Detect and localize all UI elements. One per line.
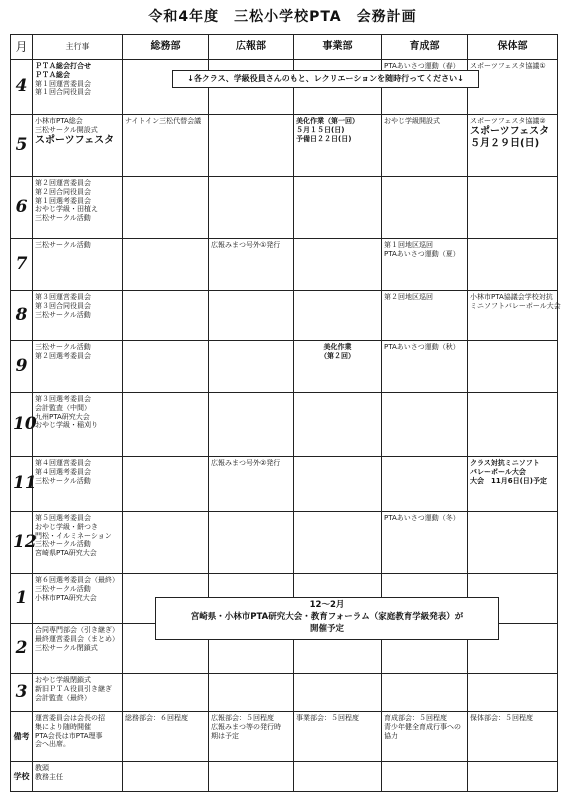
- month-row: [11, 115, 558, 177]
- month-row: [11, 177, 558, 239]
- cell-line: 第１回選考委員会: [35, 196, 91, 205]
- cell-line: ５月２９日(日): [470, 138, 540, 150]
- cell-line: 広報みまつ等の発行時: [211, 722, 281, 731]
- cell-line: 第２回地区巡回: [384, 293, 433, 301]
- cell-line: 三松サークル活動: [35, 584, 91, 593]
- plan-table: [10, 34, 561, 792]
- month-number: 8: [11, 291, 33, 341]
- ikusei-cell: [382, 177, 468, 239]
- jigyou-cell: [294, 674, 382, 712]
- cell-line: 期は予定: [211, 731, 239, 740]
- month-number: 12: [11, 512, 33, 574]
- cell-line: 第６回選考委員会（最終）: [35, 576, 119, 584]
- cell-line: 予備日２２日(日): [296, 134, 352, 143]
- soumu-cell: [123, 291, 209, 341]
- month-row: [11, 512, 558, 574]
- header-row: [11, 35, 558, 60]
- kouhou-cell: [209, 177, 294, 239]
- conference-banner: [155, 597, 499, 640]
- school-empty-cell: [468, 762, 558, 792]
- month-row: [11, 341, 558, 393]
- remarks-row: [11, 712, 558, 762]
- jigyou-cell: [294, 393, 382, 457]
- main-cell: [33, 239, 123, 291]
- cell-line: 三松サークル活動: [35, 343, 91, 351]
- conference-banner-line: 12～2月: [309, 600, 345, 610]
- school-empty-cell: [123, 762, 209, 792]
- remarks-ikusei-cell: [382, 712, 468, 762]
- main-cell: [33, 457, 123, 512]
- conference-banner-line: 宮崎県・小林市PTA研究大会・教育フォーラム（家庭教育学級発表）が: [190, 612, 464, 622]
- kouhou-header: 広報部: [209, 35, 294, 60]
- cell-line: 三松サークル活動: [35, 476, 91, 485]
- cell-line: 運営委員会は会長の招: [35, 714, 105, 722]
- cell-line: 大会 11月6日(日)予定: [470, 476, 548, 485]
- soumu-cell: [123, 177, 209, 239]
- main-cell: [33, 674, 123, 712]
- cell-line: 小林市PTA研究大会: [35, 593, 97, 602]
- hotai-cell: [468, 177, 558, 239]
- main-cell: [33, 60, 123, 115]
- jigyou-cell: [294, 115, 382, 177]
- kouhou-cell: [209, 341, 294, 393]
- month-number: 10: [11, 393, 33, 457]
- soumu-cell: [123, 115, 209, 177]
- month-number: 11: [11, 457, 33, 512]
- jigyou-cell: [294, 177, 382, 239]
- soumu-cell: [123, 239, 209, 291]
- school-label: 学校: [11, 762, 33, 792]
- cell-line: 会へ出席。: [35, 740, 70, 749]
- month-row: [11, 674, 558, 712]
- cell-line: 第２回運営委員会: [35, 179, 91, 187]
- kouhou-cell: [209, 512, 294, 574]
- hotai-cell: [468, 674, 558, 712]
- cell-line: スポーツフェスタ: [35, 134, 115, 146]
- remarks-label: 備考: [11, 712, 33, 762]
- cell-line: PTA会長は市PTA理事: [35, 731, 103, 740]
- cell-line: ナイトイン三松代替会議: [125, 117, 202, 125]
- hotai-cell: [468, 291, 561, 341]
- cell-line: PTAあいさつ運動（冬）: [384, 514, 460, 522]
- ikusei-cell: [382, 393, 468, 457]
- hotai-header: 保体部: [468, 35, 558, 60]
- main-cell: [33, 624, 123, 674]
- cell-line: 第３回運営委員会: [35, 293, 91, 301]
- school-empty-cell: [294, 762, 382, 792]
- month-number: 9: [11, 341, 33, 393]
- cell-line: 第１回運営委員会: [35, 79, 91, 88]
- main-header: 主行事: [33, 35, 123, 60]
- main-cell: [33, 291, 123, 341]
- cell-line: 広報部会：５回程度: [211, 714, 274, 722]
- cell-line: スポーツフェスタ: [470, 125, 550, 137]
- cell-line: バレーボール大会: [470, 467, 526, 476]
- main-cell: [33, 393, 123, 457]
- cell-line: 第４回運営委員会: [35, 459, 91, 467]
- month-number: 5: [11, 115, 33, 177]
- cell-line: 第３回合同役員会: [35, 301, 91, 310]
- cell-line: 教頭: [35, 764, 49, 772]
- remarks-kouhou-cell: [209, 712, 294, 762]
- jigyou-cell: [294, 341, 382, 393]
- cell-line: 第１回合同役員会: [35, 88, 91, 97]
- cell-line: 小林市PTA総会: [35, 117, 83, 125]
- cell-line: 三松サークル活動: [35, 540, 91, 549]
- month-row: [11, 393, 558, 457]
- cell-line: 三松サークル閉鎖式: [35, 643, 98, 652]
- month-row: [11, 239, 558, 291]
- ikusei-header: 育成部: [382, 35, 468, 60]
- cell-line: 協力: [384, 731, 398, 740]
- cell-line: 青少年健全育成行事への: [384, 722, 461, 731]
- month-number: 1: [11, 574, 33, 624]
- cell-line: クラス対抗ミニソフト: [470, 459, 540, 467]
- cell-line: PTAあいさつ運動（夏）: [384, 249, 460, 258]
- soumu-cell: [123, 341, 209, 393]
- cell-line: 広報みまつ号外②発行: [211, 459, 281, 467]
- cell-line: 門松・イルミネーション: [35, 531, 112, 540]
- cell-line: 保体部会：５回程度: [470, 714, 533, 722]
- cell-line: 九州PTA研究大会: [35, 412, 90, 421]
- month-header: 月: [11, 35, 33, 60]
- school-empty-cell: [209, 762, 294, 792]
- remarks-main-cell: [33, 712, 123, 762]
- cell-line: 宮崎県PTA研究大会: [35, 549, 97, 557]
- cell-line: 三松サークル活動: [35, 241, 91, 249]
- main-cell: [33, 177, 123, 239]
- cell-line: 三松サークル活動: [35, 214, 91, 222]
- kouhou-cell: [209, 239, 294, 291]
- soumu-header: 総務部: [123, 35, 209, 60]
- cell-line: 会計監査（中間）: [35, 403, 91, 412]
- cell-line: おやじ学級閉鎖式: [35, 676, 91, 684]
- recreation-banner: ↓各クラス、学級役員さんのもと、レクリエーションを随時行ってください↓: [172, 70, 479, 88]
- jigyou-header: 事業部: [294, 35, 382, 60]
- kouhou-cell: [209, 291, 294, 341]
- ikusei-cell: [382, 674, 468, 712]
- cell-line: 三松サークル開設式: [35, 125, 98, 134]
- soumu-cell: [123, 674, 209, 712]
- cell-line: PTAあいさつ運動（秋）: [384, 343, 460, 351]
- cell-line: 事業部会：５回程度: [296, 714, 359, 722]
- cell-line: 第２回選考委員会: [35, 351, 91, 360]
- conference-banner-line: 開催予定: [309, 624, 344, 634]
- hotai-cell: [468, 60, 558, 115]
- cell-line: PTAあいさつ運動（春）: [384, 62, 460, 70]
- kouhou-cell: [209, 115, 294, 177]
- ikusei-cell: [382, 291, 468, 341]
- cell-line: 第５回選考委員会: [35, 514, 91, 522]
- cell-line: ミニソフトバレーボール大会: [470, 301, 561, 310]
- jigyou-cell: [294, 291, 382, 341]
- ikusei-cell: [382, 239, 468, 291]
- main-cell: [33, 574, 123, 624]
- jigyou-cell: [294, 457, 382, 512]
- month-number: 6: [11, 177, 33, 239]
- cell-line: おやじ学級開設式: [384, 117, 440, 125]
- jigyou-cell: [294, 239, 382, 291]
- soumu-cell: [123, 512, 209, 574]
- ikusei-cell: [382, 457, 468, 512]
- month-number: 4: [11, 60, 33, 115]
- cell-line: スポーツフェスタ協議②: [470, 117, 546, 125]
- hotai-cell: [468, 393, 558, 457]
- page-title: 令和4年度 三松小学校PTA 会務計画: [148, 9, 417, 25]
- soumu-cell: [123, 457, 209, 512]
- school-main-cell: [33, 762, 123, 792]
- main-cell: [33, 341, 123, 393]
- cell-line: おやじ学級・餅つき: [35, 522, 98, 531]
- cell-line: 最終運営委員会（まとめ）: [35, 634, 119, 643]
- main-cell: [33, 115, 123, 177]
- main-cell: [33, 512, 123, 574]
- kouhou-cell: [209, 393, 294, 457]
- month-number: 7: [11, 239, 33, 291]
- cell-line: スポーツフェスタ協議①: [470, 62, 546, 70]
- hotai-cell: [468, 457, 558, 512]
- cell-line: 第１回地区巡回: [384, 241, 433, 249]
- remarks-hotai-cell: [468, 712, 558, 762]
- cell-line: （第２回）: [320, 351, 355, 360]
- cell-line: 美化作業（第一回）: [296, 117, 359, 125]
- cell-line: 集により随時開催: [35, 722, 91, 731]
- month-number: 2: [11, 624, 33, 674]
- cell-line: 第３回選考委員会: [35, 395, 91, 403]
- ikusei-cell: [382, 115, 468, 177]
- soumu-cell: [123, 393, 209, 457]
- kouhou-cell: [209, 457, 294, 512]
- cell-line: おやじ学級・田植え: [35, 205, 98, 214]
- cell-line: 新旧ＰＴＡ役員引き継ぎ: [35, 684, 112, 693]
- cell-line: 合同専門部会（引き継ぎ）: [35, 626, 119, 634]
- hotai-cell: [468, 512, 558, 574]
- ikusei-cell: [382, 512, 468, 574]
- cell-line: 第４回選考委員会: [35, 467, 91, 476]
- cell-line: 美化作業: [323, 343, 352, 351]
- month-row: [11, 291, 558, 341]
- cell-line: 教務主任: [35, 772, 63, 781]
- remarks-jigyou-cell: [294, 712, 382, 762]
- jigyou-cell: [294, 512, 382, 574]
- cell-line: ＰＴＡ総会打合せ: [35, 62, 91, 70]
- hotai-cell: [468, 239, 558, 291]
- cell-line: 第２回合同役員会: [35, 187, 91, 196]
- ikusei-cell: [382, 341, 468, 393]
- cell-line: 会計監査（最終）: [35, 693, 91, 702]
- school-row: [11, 762, 558, 792]
- cell-line: おやじ学級・稲刈り: [35, 421, 98, 430]
- kouhou-cell: [209, 674, 294, 712]
- cell-line: 三松サークル活動: [35, 310, 91, 319]
- hotai-cell: [468, 341, 558, 393]
- cell-line: 総務部会：６回程度: [125, 714, 188, 722]
- cell-line: 小林市PTA協議会学校対抗: [470, 293, 553, 301]
- cell-line: 育成部会：５回程度: [384, 714, 447, 722]
- cell-line: 広報みまつ号外①発行: [211, 241, 281, 249]
- school-empty-cell: [382, 762, 468, 792]
- hotai-cell: [468, 115, 558, 177]
- month-row: [11, 457, 558, 512]
- month-number: 3: [11, 674, 33, 712]
- cell-line: ＰＴＡ総会: [35, 70, 70, 79]
- cell-line: ５月１５日(日): [296, 125, 345, 134]
- remarks-soumu-cell: [123, 712, 209, 762]
